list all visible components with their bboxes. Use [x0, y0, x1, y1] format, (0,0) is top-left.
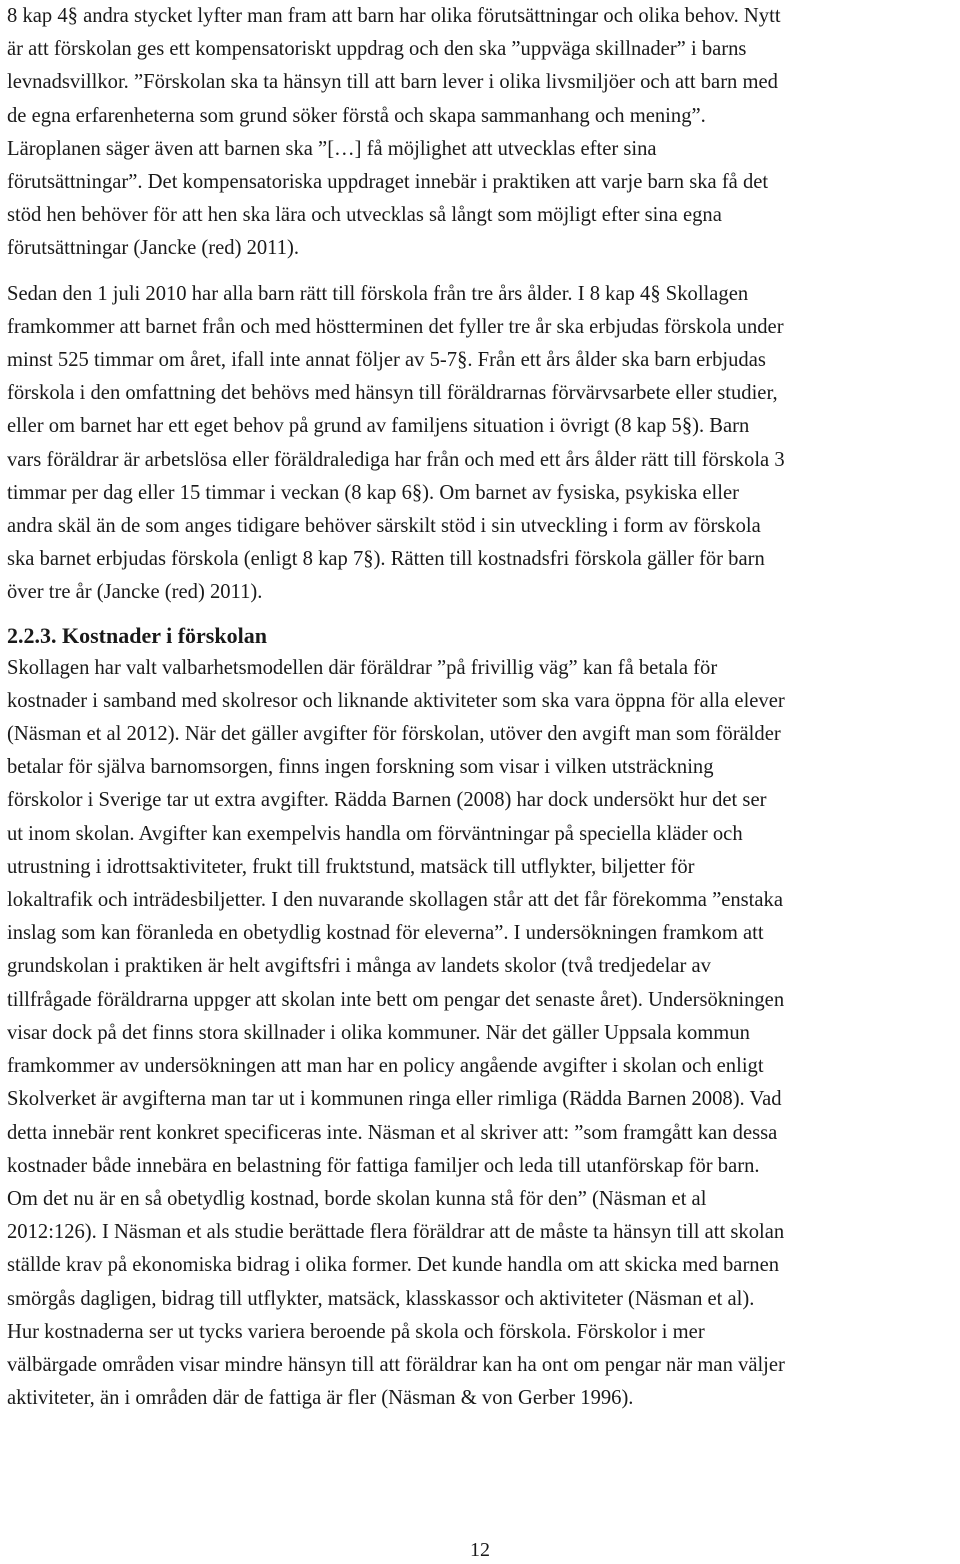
text-line: förskola i den omfattning det behövs med hänsyn till föräldrarnas förvärvsarbete eller studier,	[7, 382, 778, 405]
text-line: stöd hen behöver för att hen ska lära och utvecklas så långt som möjligt efter sina egna	[7, 204, 722, 227]
text-line: visar dock på det finns stora skillnader i olika kommuner. När det gäller Uppsala kommun	[7, 1021, 750, 1044]
text-line: eller om barnet har ett eget behov på grund av familjens situation i övrigt (8 kap 5§). Barn	[7, 415, 750, 438]
text-line: kostnader både innebära en belastning för fattiga familjer och leda till utanförskap för barn.	[7, 1154, 760, 1177]
paragraph-compensatory-mission	[7, 0, 957, 266]
text-line: ska barnet erbjudas förskola (enligt 8 kap 7§). Rätten till kostnadsfri förskola gäller för barn	[7, 548, 765, 571]
text-line: Om det nu är en så obetydlig kostnad, borde skolan kunna stå för den” (Näsman et al	[7, 1187, 707, 1210]
text-line: Hur kostnaderna ser ut tycks variera beroende på skola och förskola. Förskolor i mer	[7, 1320, 705, 1343]
text-line: smörgås dagligen, bidrag till utflykter, matsäck, klasskassor och aktiviteter (Näsman et al).	[7, 1287, 755, 1310]
text-line: andra skäl än de som anges tidigare behöver särskilt stöd i sin utveckling i form av förskola	[7, 515, 761, 538]
section-heading: 2.2.3. Kostnader i förskolan	[7, 622, 267, 648]
text-line: tillfrågade föräldrarna uppger att skolan inte bett om pengar det senaste året). Undersökningen	[7, 988, 785, 1011]
text-line: förutsättningar”. Det kompensatoriska uppdraget innebär i praktiken att varje barn ska få det	[7, 171, 769, 194]
text-line: (Näsman et al 2012). När det gäller avgifter för förskolan, utöver den avgift man som förälder	[7, 723, 781, 746]
text-line: ut inom skolan. Avgifter kan exempelvis handla om förväntningar på speciella kläder och	[7, 822, 743, 845]
text-line: lokaltrafik och inträdesbiljetter. I den nuvarande skollagen står att det får förekomma ”enstaka	[7, 889, 783, 912]
paragraph-spacer	[7, 266, 957, 278]
text-line: detta innebär rent konkret specificeras inte. Näsman et al skriver att: ”som framgått kan dessa	[7, 1121, 778, 1144]
text-line: betalar för själva barnomsorgen, finns ingen forskning som visar i vilken utsträckning	[7, 756, 714, 779]
text-line: ställde krav på ekonomiska bidrag i olika former. Det kunde handla om att skicka med barnen	[7, 1254, 780, 1277]
text-line: Sedan den 1 juli 2010 har alla barn rätt till förskola från tre års ålder. I 8 kap 4§ Skollagen	[7, 282, 749, 305]
document-page	[7, 0, 957, 1415]
text-line: förutsättningar (Jancke (red) 2011).	[7, 237, 300, 260]
text-line: framkommer av undersökningen att man har en policy angående avgifter i skolan och enligt	[7, 1055, 764, 1078]
text-line: 8 kap 4§ andra stycket lyfter man fram att barn har olika förutsättningar och olika behov. Nytt	[7, 5, 781, 27]
text-line: levnadsvillkor. ”Förskolan ska ta hänsyn till att barn lever i olika livsmiljöer och att barn med	[7, 71, 778, 94]
text-line: vars föräldrar är arbetslösa eller föräldralediga har från och med ett års ålder rätt till förskola 3	[7, 448, 785, 471]
page-number: 12	[470, 1539, 490, 1561]
text-line: grundskolan i praktiken är helt avgiftsfri i många av landets skolor (två tredjedelar av	[7, 955, 711, 978]
text-line: utrustning i idrottsaktiviteter, frukt till fruktstund, matsäck till utflykter, biljetter för	[7, 855, 695, 878]
text-line: framkommer att barnet från och med höstterminen det fyller tre år ska erbjudas förskola under	[7, 315, 784, 338]
text-line: timmar per dag eller 15 timmar i veckan (8 kap 6§). Om barnet av fysiska, psykiska eller	[7, 481, 739, 504]
text-line: förskolor i Sverige tar ut extra avgifter. Rädda Barnen (2008) har dock undersökt hur det ser	[7, 789, 767, 812]
text-line: Skolverket är avgifterna man tar ut i kommunen ringa eller rimliga (Rädda Barnen 2008). Vad	[7, 1088, 782, 1111]
text-line: aktiviteter, än i områden där de fattiga är fler (Näsman & von Gerber 1996).	[7, 1387, 634, 1410]
text-line: 2012:126). I Näsman et als studie berättade flera föräldrar att de måste ta hänsyn till att skolan	[7, 1221, 785, 1244]
text-line: Läroplanen säger även att barnen ska ”[…] få möjlighet att utvecklas efter sina	[7, 137, 657, 160]
text-line: minst 525 timmar om året, ifall inte annat följer av 5-7§. Från ett års ålder ska barn erbjudas	[7, 349, 766, 372]
paragraph-right-to-preschool	[7, 278, 957, 610]
text-line: inslag som kan föranleda en obetydlig kostnad för eleverna”. I undersökningen framkom att	[7, 922, 764, 945]
text-line: är att förskolan ges ett kompensatoriskt uppdrag och den ska ”uppväga skillnader” i barns	[7, 38, 747, 61]
text-line: välbärgade områden visar mindre hänsyn till att föräldrar kan ha ont om pengar när man väljer	[7, 1353, 785, 1376]
text-line: Skollagen har valt valbarhetsmodellen där föräldrar ”på frivillig väg” kan få betala för	[7, 656, 718, 679]
text-line: kostnader i samband med skolresor och liknande aktiviteter som ska vara öppna för alla elever	[7, 689, 785, 712]
text-line: över tre år (Jancke (red) 2011).	[7, 581, 263, 604]
text-line: de egna erfarenheterna som grund söker förstå och skapa sammanhang och mening”.	[7, 104, 706, 127]
paragraph-preschool-costs	[7, 652, 957, 1416]
heading-spacer	[7, 610, 957, 620]
